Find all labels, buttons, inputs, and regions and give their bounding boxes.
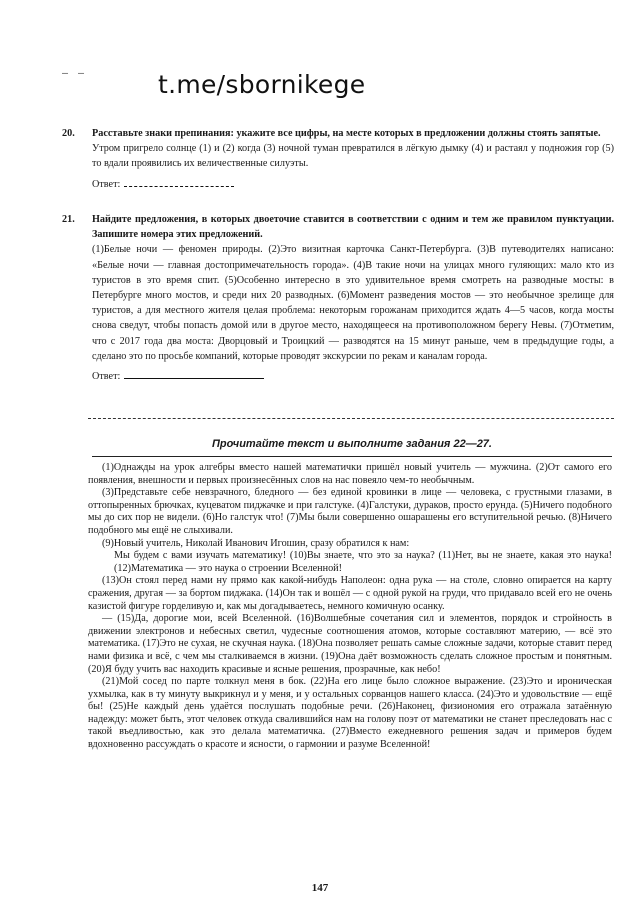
task-instruction: Найдите предложения, в которых двоеточие ставится в соответствии с одним и тем же правилом пунктуации. Запишите номера этих предложений. — [92, 214, 614, 241]
task-number: 20. — [62, 128, 75, 139]
section-divider — [88, 418, 614, 419]
task-text: (1)Белые ночи — феномен природы. (2)Это визитная карточка Санкт-Петербурга. (3)В путеводителях написано: «Белые ночи — главная достопримечательность города». (4)В такие ночи на улицах много гуляющих: мало кто из туристов в это время спит. (5)Особенно интересно в это удивительное время смотреть на разводные мосты: в Петербурге много мостов, и среди них 20 разводных. (6)Момент разведения мостов — это необычное зрелище для туристов, а для местного жителя целая проблема: некоторым горожанам приходится ждать 4—5 часов, когда мосты снова сведут, чтобы попасть домой или в другое место, находящееся на противоположном берегу Невы. (7)Отметим, что с 2017 года два моста: Дворцовый и Троицкий — разводятся на 15 минут раньше, чем в предыдущие годы, а сделано это по просьбе компаний, которые проводят экскурсии по рекам и каналам города. — [92, 244, 614, 362]
text-paragraph: (21)Мой сосед по парте толкнул меня в бок. (22)На его лице было сложное выражение. (23)Это и ироническая ухмылка, как в ту минуту выкрикнул и у меня, и у остальных сорванцов нашего класса. (24)Это и удовольствие — ещё бы! (25)Не каждый день удаётся послушать подобные речи. (26)Наконец, физиономия его отражала затаённую надежду: может быть, этот человек откуда свалившийся нам на голову поэт от математики не станет преследовать нас с такой въедливостью, как это делала математичка. (27)Вместо ежедневного решения задач и примеров будем вдохновенно рассуждать о красоте и ясности, о гармонии и разуме Вселенной! — [88, 676, 612, 751]
answer-row — [92, 176, 614, 192]
text-paragraph: Мы будем с вами изучать математику! (10)Вы знаете, что это за наука? (11)Нет, вы не знаете, какая это наука! (12)Математика — это наука о строении Вселенной! — [114, 550, 612, 574]
page-number: 147 — [311, 882, 329, 894]
task-21 — [62, 212, 614, 388]
task-20 — [62, 126, 614, 196]
answer-field[interactable] — [124, 176, 234, 187]
task-number: 21. — [62, 214, 75, 225]
text-paragraph: (13)Он стоял перед нами ну прямо как какой-нибудь Наполеон: одна рука — на столе, словно опирается на карту сражения, другая — за бортом пиджака. (14)Он так и вошёл — с одной рукой на груди, что придавало всей его не очень казистой фигуре горделивую и, как мы догадываетесь, немного комичную осанку. — [88, 575, 612, 612]
text-paragraph: (3)Представьте себе невзрачного, бледного — без единой кровинки в лице — человека, с грустными глазами, в оттопыренных брючках, куцеватом пиджачке и при галстуке. (4)Галстуки, дураков, просто ерунда. (5)Ничего подобного мы до сих пор не видели. (6)Но галстук что! (7)Мы были совершенно ошарашены его вступительной речью. (8)Ничего подобного мы ещё не слыхивали. — [88, 487, 612, 536]
reading-text — [88, 462, 612, 752]
answer-row — [92, 368, 614, 384]
text-paragraph: — (15)Да, дорогие мои, всей Вселенной. (16)Волшебные сочетания сил и элементов, порядок и стройность в движении электронов и небесных светил, чудесные соотношения атомов, которые составляют материю, — всё это математика. (17)Это не сухая, не скучная наука. (18)Она позволяет решать самые сложные задачи, которые ставит перед нами физика и всё, с чем мы сталкиваемся в жизни. (19)Она даёт возможность сделать сложное простым и понятным. (20)Я буду учить вас находить красивые и ясные решения, прозрачные, как небо! — [88, 613, 612, 675]
answer-field[interactable] — [124, 368, 264, 379]
task-instruction: Расставьте знаки препинания: укажите все цифры, на месте которых в предложении должны стоять запятые. — [92, 128, 601, 139]
text-paragraph: (9)Новый учитель, Николай Иванович Игошин, сразу обратился к нам: — [102, 537, 410, 549]
answer-label: Ответ: — [92, 178, 121, 190]
task-sentence: Утром пригрело солнце (1) и (2) когда (3) ночной туман превратился в лёгкую дымку (4) и растаял у подножия гор (5) то вдали проявились их величественные силуэты. — [92, 143, 614, 170]
scan-mark: — — — [62, 68, 87, 79]
answer-label: Ответ: — [92, 371, 121, 383]
text-paragraph: (1)Однажды на урок алгебры вместо нашей математички пришёл новый учитель — мужчина. (2)От самого его появления, внешности и первых произнесённых слов на нас повеяло чем-то необычным. — [88, 462, 612, 486]
watermark-link[interactable]: t.me/sbornikege — [158, 70, 366, 99]
banner-title: Прочитайте текст и выполните задания 22—27. — [212, 438, 492, 450]
section-banner — [92, 430, 612, 457]
